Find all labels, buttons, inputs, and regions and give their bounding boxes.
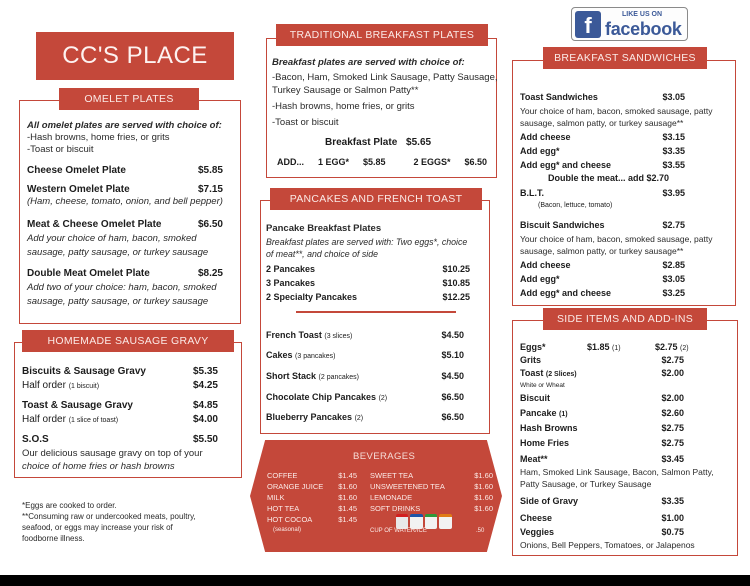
item-description: (Ham, cheese, tomato, onion, and bell pepper) bbox=[27, 196, 223, 207]
item-name: Pancake (1) bbox=[520, 408, 568, 418]
facebook-like-text: LIKE US ON bbox=[622, 11, 663, 18]
omelet-item bbox=[27, 268, 223, 279]
item-name: Veggies bbox=[520, 527, 555, 537]
item-price: $3.95 bbox=[662, 188, 685, 198]
sandwich-add: Add cheese $2.85 bbox=[520, 260, 685, 270]
gravy-item bbox=[22, 400, 218, 411]
sides-heading: SIDE ITEMS AND ADD-INS bbox=[543, 308, 707, 330]
item-price: $4.25 bbox=[192, 380, 218, 391]
side-item bbox=[520, 408, 684, 418]
item-price: $2.00 bbox=[661, 393, 684, 403]
pancake-plate bbox=[266, 264, 470, 274]
pancake-item bbox=[266, 412, 464, 422]
footnote: **Consuming raw or undercooked meats, poultry, bbox=[22, 512, 196, 521]
item-description: Your choice of ham, bacon, smoked sausage, patty sausage, salmon patty, or turkey sausage** bbox=[520, 106, 713, 128]
traditional-line: -Bacon, Ham, Smoked Link Sausage, Patty Sausage, bbox=[272, 72, 498, 83]
eggs-price-2: $2.75 (2) bbox=[655, 342, 689, 352]
item-price: $5.85 bbox=[197, 165, 223, 176]
item-description: Add your choice of ham, bacon, smoked sausage, patty sausage, or turkey sausage bbox=[27, 233, 209, 258]
side-item bbox=[520, 438, 684, 448]
omelet-choice-1: -Hash browns, home fries, or grits bbox=[27, 132, 170, 143]
biscuit-sandwich bbox=[520, 220, 685, 230]
blt-description: (Bacon, lettuce, tomato) bbox=[538, 202, 613, 209]
item-name: Eggs* bbox=[520, 342, 546, 352]
gravy-item bbox=[22, 380, 218, 391]
side-item bbox=[520, 368, 684, 378]
side-item bbox=[520, 423, 684, 433]
beverage-item: SOFT DRINKS $1.60 bbox=[370, 504, 493, 513]
water-label: CUP OF WATER/ICE bbox=[370, 528, 427, 534]
item-name: Chocolate Chip Pancakes (2) bbox=[266, 392, 388, 402]
beverage-item: HOT TEA $1.45 bbox=[267, 504, 357, 513]
item-price: $3.35 bbox=[661, 496, 684, 506]
blt-item bbox=[520, 188, 685, 198]
pancake-item bbox=[266, 350, 464, 360]
item-price: $12.25 bbox=[442, 292, 470, 302]
item-description: Add two of your choice: ham, bacon, smoked sausage, patty sausage, or turkey sausage bbox=[27, 282, 217, 307]
gravy-item bbox=[22, 366, 218, 377]
sos-description: Our delicious sausage gravy on top of your bbox=[22, 448, 203, 459]
item-price: $2.60 bbox=[661, 408, 684, 418]
beverage-item: ORANGE JUICE $1.60 bbox=[267, 482, 357, 491]
gravy-item bbox=[22, 414, 218, 425]
item-name: Home Fries bbox=[520, 438, 570, 448]
omelet-choice-2: -Toast or biscuit bbox=[27, 144, 94, 155]
pancake-item bbox=[266, 392, 464, 402]
sandwich-add: Add egg* $3.05 bbox=[520, 274, 685, 284]
item-price: $2.75 bbox=[662, 220, 685, 230]
item-name: Cakes (3 pancakes) bbox=[266, 350, 336, 360]
item-name: S.O.S bbox=[22, 434, 49, 445]
sandwich-add: Add egg* and cheese $3.25 bbox=[520, 288, 685, 298]
pancake-plates-title: Pancake Breakfast Plates bbox=[266, 223, 382, 234]
beverage-item: LEMONADE $1.60 bbox=[370, 493, 493, 502]
pancake-intro: of meat**, and choice of side bbox=[266, 249, 378, 259]
pancake-item bbox=[266, 330, 464, 340]
item-price: $4.50 bbox=[441, 330, 464, 340]
omelet-item bbox=[27, 184, 223, 195]
water-price: .50 bbox=[476, 528, 485, 534]
item-name: Biscuit bbox=[520, 393, 551, 403]
item-name: 2 Specialty Pancakes bbox=[266, 292, 358, 302]
side-item bbox=[520, 393, 684, 403]
breakfast-plate-row bbox=[325, 137, 431, 148]
item-name: Toast Sandwiches bbox=[520, 92, 598, 102]
item-price: $6.50 bbox=[197, 219, 223, 230]
footnote: *Eggs are cooked to order. bbox=[22, 501, 117, 510]
sandwich-add: Add egg* $3.35 bbox=[520, 146, 685, 156]
egg1-label: 1 EGG* bbox=[317, 157, 349, 167]
facebook-letter: f bbox=[584, 13, 592, 38]
item-description: Your choice of ham, bacon, smoked sausage, patty sausage, salmon patty, or turkey sausage** bbox=[520, 234, 713, 256]
pancakes-heading: PANCAKES AND FRENCH TOAST bbox=[270, 188, 482, 210]
item-name: Western Omelet Plate bbox=[27, 184, 130, 195]
item-price: $5.50 bbox=[192, 434, 218, 445]
divider bbox=[296, 311, 456, 313]
item-name: Grits bbox=[520, 355, 542, 365]
beverage-item: UNSWEETENED TEA $1.60 bbox=[370, 482, 493, 491]
facebook-logo-icon bbox=[575, 11, 601, 38]
item-name: Half order (1 slice of toast) bbox=[22, 414, 119, 425]
cola-logo-icon bbox=[410, 514, 423, 529]
omelet-intro: All omelet plates are served with choice of: bbox=[27, 120, 222, 131]
toast-sandwich bbox=[520, 92, 685, 102]
omelet-item bbox=[27, 219, 223, 230]
item-price: $2.75 bbox=[661, 355, 684, 365]
traditional-line: Turkey Sausage or Salmon Patty** bbox=[272, 85, 419, 96]
item-price: $3.05 bbox=[662, 92, 685, 102]
pancake-intro: Breakfast plates are served with: Two eggs*, choice bbox=[266, 237, 468, 247]
beverage-item: MILK $1.60 bbox=[267, 493, 357, 502]
side-item bbox=[520, 513, 684, 523]
facebook-wordmark: facebook bbox=[605, 19, 682, 39]
footnote: foodborne illness. bbox=[22, 534, 85, 543]
item-price: $5.35 bbox=[192, 366, 218, 377]
item-price: $2.00 bbox=[661, 368, 684, 378]
item-name: Hash Browns bbox=[520, 423, 578, 433]
beverage-item: HOT COCOA $1.45 bbox=[267, 515, 357, 524]
toast-sub: White or Wheat bbox=[520, 382, 565, 389]
double-meat-note: Double the meat... add $2.70 bbox=[548, 173, 670, 183]
item-price: $0.75 bbox=[661, 527, 684, 537]
item-name: Meat & Cheese Omelet Plate bbox=[27, 219, 162, 230]
sandwich-add: Add egg* and cheese $3.55 bbox=[520, 160, 685, 170]
item-price: $4.85 bbox=[192, 400, 218, 411]
omelet-heading: OMELET PLATES bbox=[59, 88, 199, 110]
item-name: 2 Pancakes bbox=[266, 264, 316, 274]
sos-description: choice of home fries or hash browns bbox=[22, 461, 175, 472]
item-name: Biscuit Sandwiches bbox=[520, 220, 605, 230]
side-item bbox=[520, 496, 684, 506]
eggs-price-1: $1.85 (1) bbox=[587, 342, 621, 352]
side-item bbox=[520, 527, 684, 537]
beverages-heading: BEVERAGES bbox=[353, 451, 416, 462]
item-price: $2.75 bbox=[661, 438, 684, 448]
item-price: $4.50 bbox=[441, 371, 464, 381]
side-item bbox=[520, 355, 684, 365]
gravy-item bbox=[22, 434, 218, 445]
cola-can-icon bbox=[396, 514, 408, 529]
item-name: Toast (2 Slices) bbox=[520, 368, 577, 378]
eggs-row bbox=[520, 342, 705, 356]
item-price: $2.75 bbox=[661, 423, 684, 433]
item-price: $10.25 bbox=[442, 264, 470, 274]
item-name: French Toast (3 slices) bbox=[266, 330, 353, 340]
meat-description: Ham, Smoked Link Sausage, Bacon, Salmon Patty, Patty Sausage, or Turkey Sausage bbox=[520, 467, 714, 489]
item-name: Cheese Omelet Plate bbox=[27, 165, 126, 176]
item-name: Half order (1 biscuit) bbox=[22, 380, 100, 391]
pancake-plate bbox=[266, 278, 470, 288]
item-price: $8.25 bbox=[197, 268, 223, 279]
seasonal-note: (seasonal) bbox=[273, 527, 302, 533]
item-price: $1.00 bbox=[661, 513, 684, 523]
title-banner bbox=[36, 32, 234, 80]
item-name: Cheese bbox=[520, 513, 553, 523]
item-price: $6.50 bbox=[441, 412, 464, 422]
traditional-heading: TRADITIONAL BREAKFAST PLATES bbox=[276, 24, 488, 46]
orange-soda-icon bbox=[439, 514, 452, 529]
traditional-intro: Breakfast plates are served with choice of: bbox=[272, 57, 465, 68]
item-name: Short Stack (2 pancakes) bbox=[266, 371, 359, 381]
item-price: $6.50 bbox=[441, 392, 464, 402]
item-name: Toast & Sausage Gravy bbox=[22, 400, 133, 411]
item-name: B.L.T. bbox=[520, 188, 544, 198]
egg2-label: 2 EGGS* bbox=[413, 157, 451, 167]
item-name: Double Meat Omelet Plate bbox=[27, 268, 150, 279]
item-price: $10.85 bbox=[442, 278, 470, 288]
item-price: $7.15 bbox=[197, 184, 223, 195]
sandwich-add: Add cheese $3.15 bbox=[520, 132, 685, 142]
add-label: ADD... bbox=[277, 157, 304, 167]
sandwiches-heading: BREAKFAST SANDWICHES bbox=[543, 47, 707, 69]
beverage-item: SWEET TEA $1.60 bbox=[370, 471, 493, 480]
side-item bbox=[520, 454, 684, 464]
egg1-price: $5.85 bbox=[362, 157, 386, 167]
item-price: $5.10 bbox=[441, 350, 464, 360]
item-price: $5.65 bbox=[406, 137, 432, 148]
footnote: seafood, or eggs may increase your risk of bbox=[22, 523, 173, 532]
gravy-heading: HOMEMADE SAUSAGE GRAVY bbox=[22, 330, 234, 352]
item-name: Side of Gravy bbox=[520, 496, 579, 506]
item-name: Breakfast Plate bbox=[325, 137, 398, 148]
omelet-item bbox=[27, 165, 223, 176]
pancake-plate bbox=[266, 292, 470, 302]
egg2-price: $6.50 bbox=[464, 157, 487, 167]
add-eggs-row bbox=[277, 157, 487, 167]
pancake-item bbox=[266, 371, 464, 381]
item-name: Biscuits & Sausage Gravy bbox=[22, 366, 146, 377]
traditional-line: -Hash browns, home fries, or grits bbox=[272, 101, 415, 112]
item-name: 3 Pancakes bbox=[266, 278, 316, 288]
veggies-description: Onions, Bell Peppers, Tomatoes, or Jalapenos bbox=[520, 540, 695, 550]
item-name: Blueberry Pancakes (2) bbox=[266, 412, 364, 422]
beverage-item: COFFEE $1.45 bbox=[267, 471, 357, 480]
lemon-lime-icon bbox=[425, 514, 438, 529]
item-price: $4.00 bbox=[192, 414, 218, 425]
traditional-line: -Toast or biscuit bbox=[272, 117, 339, 128]
restaurant-name: CC'S PLACE bbox=[62, 42, 208, 69]
bottom-bar bbox=[0, 575, 750, 586]
item-price: $3.45 bbox=[661, 454, 684, 464]
facebook-badge[interactable] bbox=[571, 7, 688, 41]
item-name: Meat** bbox=[520, 454, 548, 464]
